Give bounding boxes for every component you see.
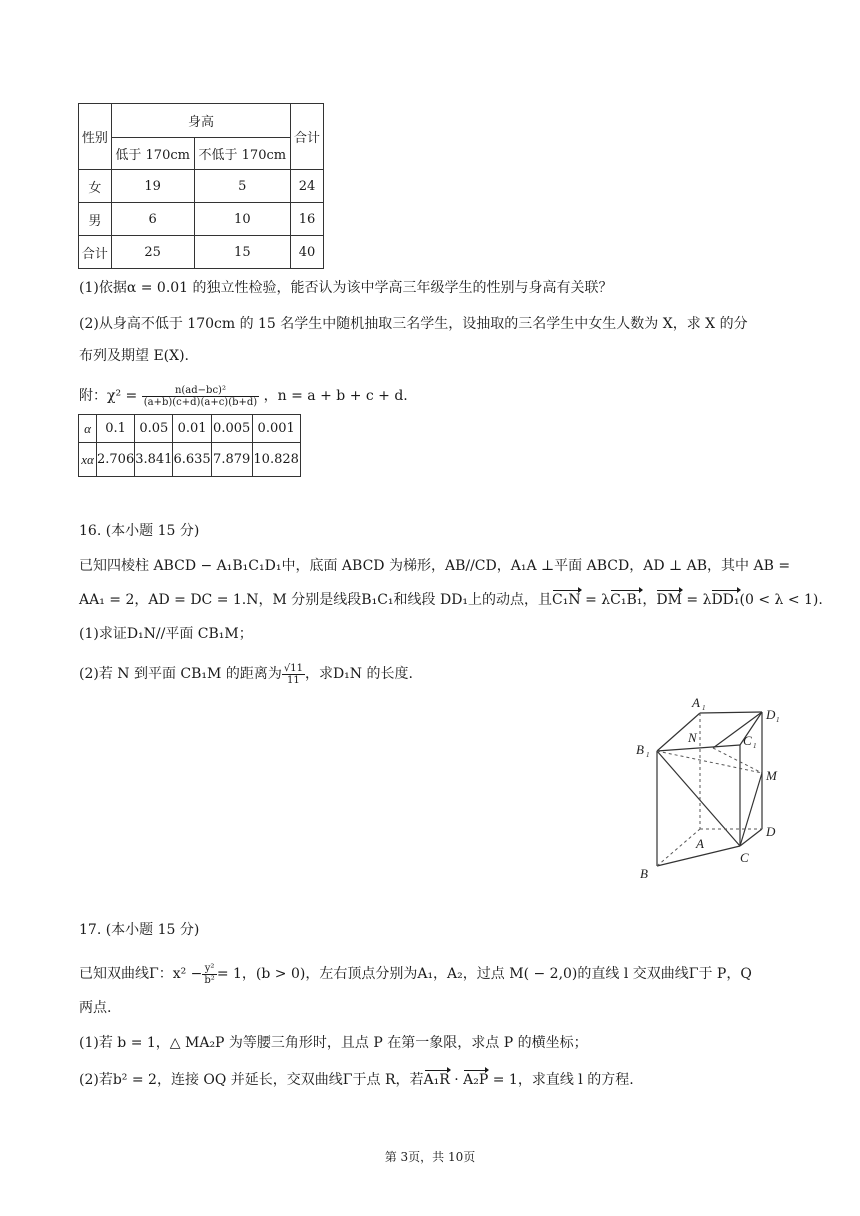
separator: ， xyxy=(642,592,657,608)
q17-line1-text: 已知双曲线Γ：x² − xyxy=(79,966,203,982)
label-m: M xyxy=(766,768,777,783)
q16-line2 xyxy=(79,590,823,610)
table-cell: 0.1 xyxy=(97,415,135,443)
q15-appendix xyxy=(79,382,408,410)
dot-operator: · xyxy=(449,1072,464,1088)
label-c: C xyxy=(740,850,749,865)
vector-a2p: A₂P xyxy=(463,1072,489,1088)
segment-b1-c xyxy=(657,751,740,846)
label-b: B xyxy=(640,866,648,881)
table-cell: 24 xyxy=(291,170,324,203)
table-cell: 19 xyxy=(111,170,194,203)
height-gender-table xyxy=(78,103,324,269)
label-b1: B xyxy=(636,742,644,757)
chi-square-formula xyxy=(142,385,259,408)
q17-part2-text: (2)若b² = 2，连接 OQ 并延长，交双曲线Γ于点 R，若 xyxy=(79,1072,424,1088)
segment-c-m xyxy=(740,773,762,846)
table-row xyxy=(79,203,324,236)
label-d1-subscript: 1 xyxy=(776,716,780,724)
q17-title: 17. (本小题 15 分) xyxy=(79,922,200,938)
formula-denominator: (a+b)(c+d)(a+c)(b+d) xyxy=(143,396,258,408)
hyperbola-fraction xyxy=(202,963,216,986)
q17-part1: (1)若 b = 1，△ MA₂P 为等腰三角形时，且点 P 在第一象限，求点 P 的横坐标； xyxy=(79,1035,588,1051)
q17-part2 xyxy=(79,1070,634,1090)
q17-part2-tail: = 1，求直线 l 的方程. xyxy=(488,1072,634,1088)
label-b1-subscript: 1 xyxy=(646,751,650,759)
q16-part1: (1)求证D₁N//平面 CB₁M； xyxy=(79,626,253,642)
table-cell: 6 xyxy=(111,203,194,236)
label-a1: A xyxy=(692,695,700,710)
q15-part1: (1)依据α = 0.01 的独立性检验，能否认为该中学高三年级学生的性别与身高有关联？ xyxy=(79,280,613,296)
q16-line2-text: AA₁ = 2，AD = DC = 1.N，M 分别是线段B₁C₁和线段 DD₁上的动点，且 xyxy=(79,592,553,608)
table-row xyxy=(79,170,324,203)
q16-part2-tail: ，求D₁N 的长度. xyxy=(304,666,413,682)
formula-numerator: n(ad−bc)² xyxy=(142,385,259,397)
table-cell: 10 xyxy=(194,203,291,236)
table-cell: 7.879 xyxy=(211,443,252,477)
table-cell: 0.05 xyxy=(135,415,173,443)
vector-c1b1: C₁B₁ xyxy=(610,592,643,608)
table-cell: 5 xyxy=(194,170,291,203)
q17-line1-tail: = 1，(b > 0)，左右顶点分别为A₁，A₂，过点 M( − 2,0)的直线 l 交双曲线Γ于 P，Q xyxy=(216,966,752,982)
table-cell: 10.828 xyxy=(252,443,300,477)
q16-line1: 已知四棱柱 ABCD − A₁B₁C₁D₁中，底面 ABCD 为梯形，AB//CD，A₁A ⊥平面 ABCD，AD ⊥ AB，其中 AB = xyxy=(79,558,791,574)
label-a1-subscript: 1 xyxy=(702,704,706,712)
hidden-segment-n-m xyxy=(713,748,762,773)
distance-numerator: √11 xyxy=(283,662,303,674)
q15-part2-line2: 布列及期望 E(X). xyxy=(79,348,190,364)
row-label: 合计 xyxy=(79,236,112,269)
appendix-suffix: ，n = a + b + c + d. xyxy=(263,388,408,404)
equals: = λ xyxy=(681,592,712,608)
q15-part2-line1: (2)从身高不低于 170cm 的 15 名学生中随机抽取三名学生，设抽取的三名学生中女生人数为 X，求 X 的分 xyxy=(79,316,748,332)
x-alpha-label: xα xyxy=(79,443,97,477)
edge-a1-d1 xyxy=(700,712,762,713)
q16-title: 16. (本小题 15 分) xyxy=(79,523,200,539)
gender-header: 性别 xyxy=(79,104,112,170)
total-header: 合计 xyxy=(291,104,324,170)
critical-value-table xyxy=(78,414,301,477)
sub-header-low: 低于 170cm xyxy=(111,138,194,170)
table-cell: 6.635 xyxy=(173,443,211,477)
table-cell: 2.706 xyxy=(97,443,135,477)
fraction-denominator: b² xyxy=(204,974,215,986)
table-cell: 0.005 xyxy=(211,415,252,443)
vector-a1r: A₁R xyxy=(423,1072,450,1088)
table-cell: 0.01 xyxy=(173,415,211,443)
distance-denominator: 11 xyxy=(287,674,300,686)
equals: = λ xyxy=(580,592,611,608)
label-d: D xyxy=(766,824,776,839)
fraction-numerator: y² xyxy=(202,963,216,975)
q17-line2: 两点. xyxy=(79,1000,112,1016)
row-label: 女 xyxy=(79,170,112,203)
table-cell: 0.001 xyxy=(252,415,300,443)
vector-dd1: DD₁ xyxy=(711,592,740,608)
edge-b1-c1 xyxy=(657,745,740,751)
height-header: 身高 xyxy=(111,104,290,138)
prism-figure xyxy=(630,688,790,884)
q16-line2-tail: (0 < λ < 1). xyxy=(739,592,823,608)
label-c1: C xyxy=(743,733,752,748)
label-a: A xyxy=(696,836,704,851)
appendix-prefix: 附：χ² = xyxy=(79,388,138,404)
vector-dm: DM xyxy=(656,592,682,608)
table-cell: 16 xyxy=(291,203,324,236)
q16-part2 xyxy=(79,660,413,688)
alpha-label: α xyxy=(79,415,97,443)
distance-fraction xyxy=(282,663,305,686)
sub-header-high: 不低于 170cm xyxy=(194,138,291,170)
label-d1: D xyxy=(766,707,776,722)
edge-c-d xyxy=(740,829,762,846)
table-cell: 3.841 xyxy=(135,443,173,477)
page-footer: 第 3页，共 10页 xyxy=(384,1150,476,1164)
table-row xyxy=(79,236,324,269)
vector-c1n: C₁N xyxy=(552,592,581,608)
table-cell: 40 xyxy=(291,236,324,269)
table-cell: 25 xyxy=(111,236,194,269)
label-c1-subscript: 1 xyxy=(753,742,757,750)
table-cell: 15 xyxy=(194,236,291,269)
row-label: 男 xyxy=(79,203,112,236)
q16-part2-text: (2)若 N 到平面 CB₁M 的距离为 xyxy=(79,666,282,682)
q17-line1 xyxy=(79,960,752,988)
label-n: N xyxy=(688,730,697,745)
